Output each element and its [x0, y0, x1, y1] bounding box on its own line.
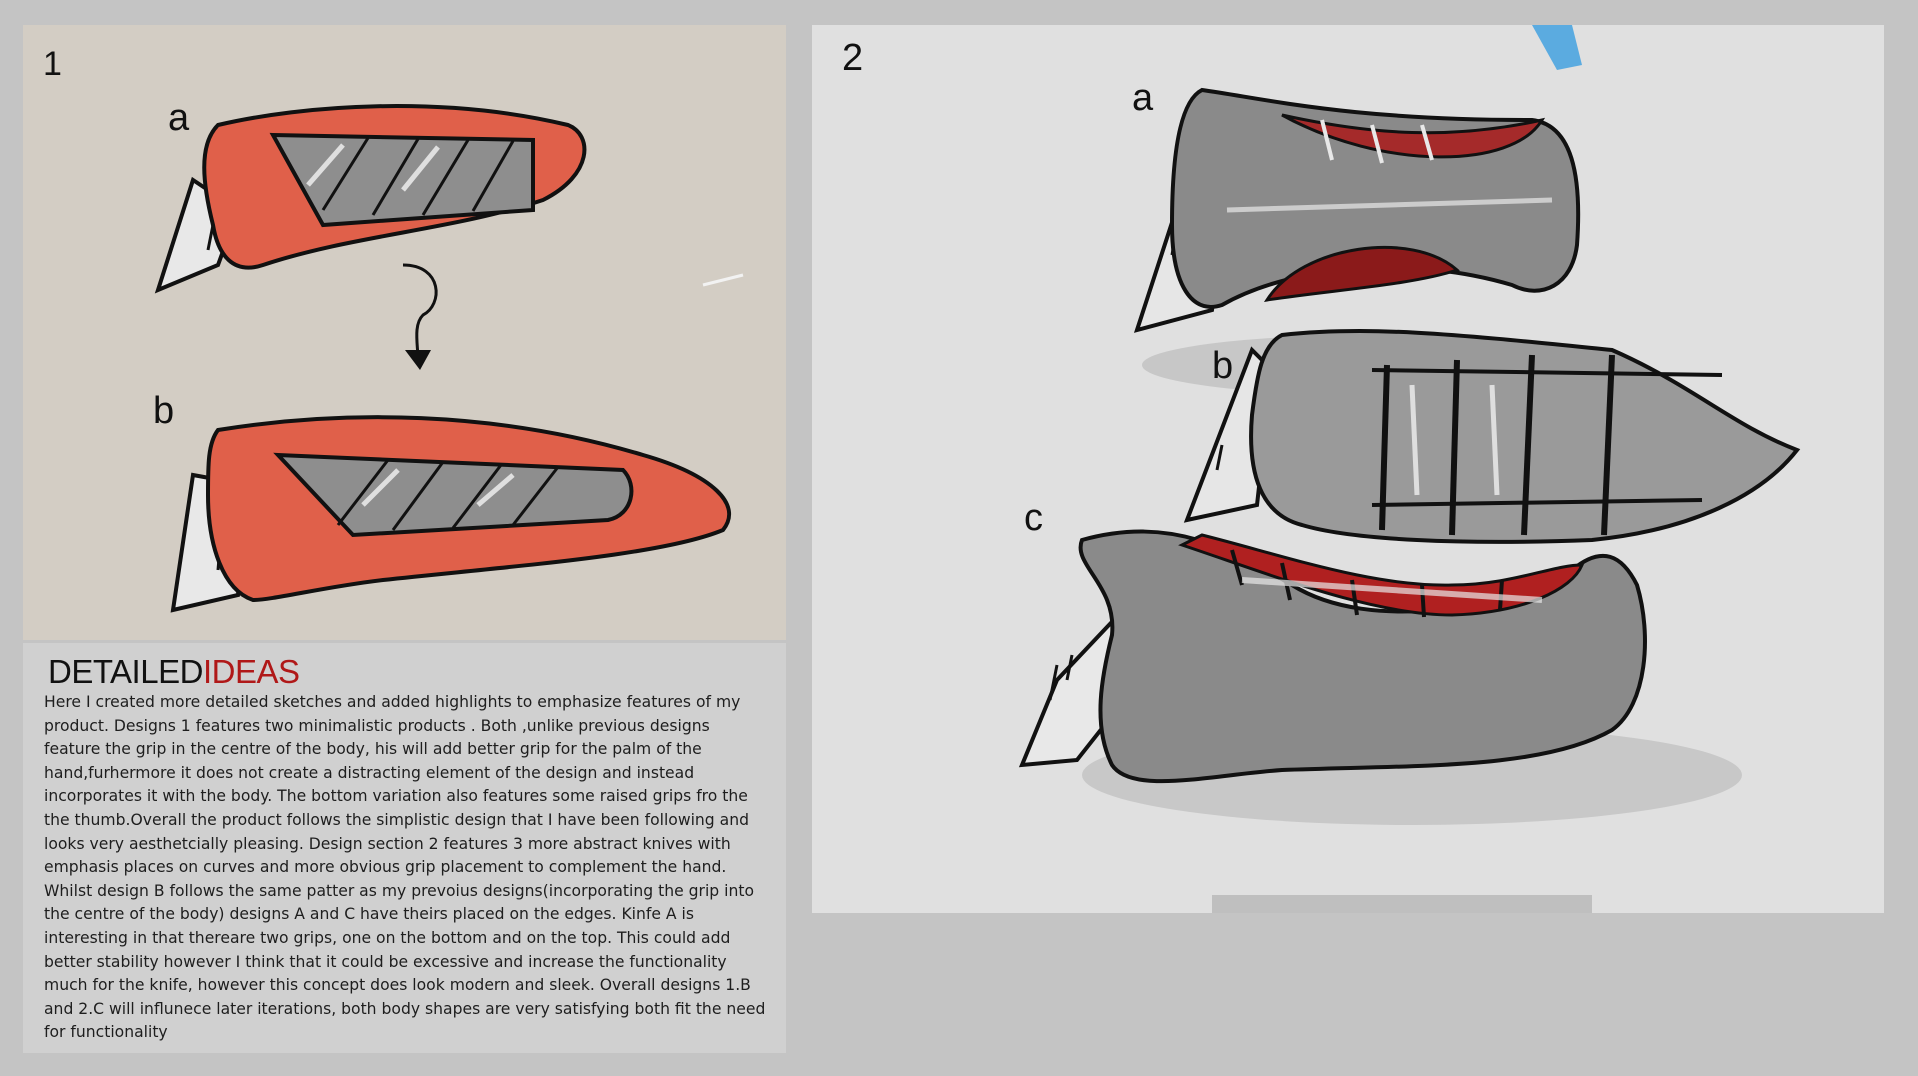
knife-sketch-1b [173, 417, 729, 610]
panel-number-1: 1 [43, 45, 62, 83]
knife-sketch-1a [158, 106, 584, 290]
sketch-panel-2 [812, 25, 1884, 913]
panel-number-2: 2 [842, 37, 864, 79]
sketch-label-2c: c [1024, 497, 1043, 539]
title-part-detailed: DETAILED [48, 653, 203, 690]
sketch-drawing-1 [23, 25, 786, 640]
knife-sketch-2b [1187, 331, 1797, 542]
title-part-ideas: IDEAS [202, 653, 300, 690]
section-title [48, 653, 299, 691]
sketch-panel-1 [23, 25, 786, 640]
knife-sketch-2a [1137, 90, 1578, 330]
description-box [23, 643, 786, 1053]
sketch-label-1b: b [153, 390, 175, 432]
knife-sketch-2c [1022, 532, 1645, 782]
sketch-label-1a: a [168, 97, 190, 139]
sketch-label-2b: b [1212, 345, 1234, 387]
description-text: Here I created more detailed sketches and added highlights to emphasize features of my product. Designs 1 features two minimalistic products . Both ,unlike previous designs feature the grip in the centre of the body, his will add better grip for the palm of the hand,furhermore it does not create a distracting element of the design and instead incorporates it with the body. The bottom variation also features some raised grips fro the the thumb.Overall the product follows the simplistic design that I have been following and looks very aesthetcially pleasing. Design section 2 features 3 more abstract knives with emphasis places on curves and more obvious grip placement to complement the hand. Whilst design B follows the same patter as my prevoius designs(incorporating the grip into the centre of the body) designs A and C have theirs placed on the edges. Kinfe A is interesting in that thereare two grips, one on the bottom and on the top. This could add better stability however I think that it could be excessive and increase the functionality much for the knife, however this concept does look modern and sleek. Overall designs 1.B and 2.C will influnece later iterations, both body shapes are very satisfying both fit the need for functionality [44, 693, 766, 1042]
sketch-label-2a: a [1132, 77, 1154, 119]
sketch-drawing-2 [812, 25, 1884, 913]
